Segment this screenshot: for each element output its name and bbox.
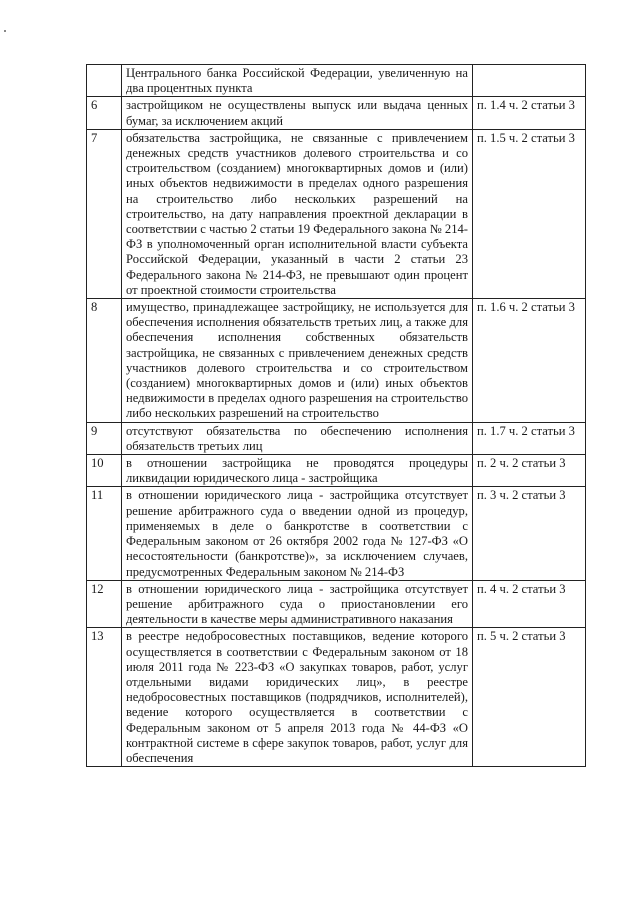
row-number: 9 [87,422,122,454]
row-text: Центрального банка Российской Федерации, увеличенную на два процентных пункта [122,65,473,97]
table-row [87,487,586,580]
row-reference: п. 1.5 ч. 2 статьи 3 [473,129,586,298]
row-reference: п. 4 ч. 2 статьи 3 [473,580,586,628]
row-number: 11 [87,487,122,580]
table-row [87,65,586,97]
row-text: застройщиком не осуществлены выпуск или выдача ценных бумаг, за исключением акций [122,97,473,129]
row-reference: п. 1.4 ч. 2 статьи 3 [473,97,586,129]
table-row [87,422,586,454]
row-reference: п. 1.7 ч. 2 статьи 3 [473,422,586,454]
table-row [87,455,586,487]
row-number: 8 [87,299,122,423]
table-row [87,580,586,628]
row-text: в отношении юридического лица - застройщика отсутствует решение арбитражного суда о введении одной из процедур, применяемых в деле о банкротстве в соответствии с Федеральным законом от 26 октября 2002 года № 127-ФЗ «О несостоятельности (банкротстве)», за исключением случаев, предусмотренных Федеральным законом № 214-ФЗ [122,487,473,580]
table-row [87,129,586,298]
row-reference: п. 1.6 ч. 2 статьи 3 [473,299,586,423]
row-number: 7 [87,129,122,298]
row-reference: п. 5 ч. 2 статьи 3 [473,628,586,767]
row-text: в реестре недобросовестных поставщиков, ведение которого осуществляется в соответствии с Федеральным законом от 18 июля 2011 года № 223-ФЗ «О закупках товаров, работ, услуг отдельными видами юридических лиц», в реестре недобросовестных поставщиков (подрядчиков, исполнителей), ведение которого осуществляется в соответствии с Федеральным законом от 5 апреля 2013 года № 44-ФЗ «О контрактной системе в сфере закупок товаров, работ, услуг для обеспечения [122,628,473,767]
row-number [87,65,122,97]
scan-speck [4,30,6,32]
row-text: отсутствуют обязательства по обеспечению исполнения обязательств третьих лиц [122,422,473,454]
table-row [87,299,586,423]
row-number: 13 [87,628,122,767]
row-text: в отношении юридического лица - застройщика отсутствует решение арбитражного суда о приостановлении его деятельности в качестве меры административного наказания [122,580,473,628]
row-reference: п. 2 ч. 2 статьи 3 [473,455,586,487]
table-row [87,628,586,767]
row-text: в отношении застройщика не проводятся процедуры ликвидации юридического лица - застройщика [122,455,473,487]
row-reference: п. 3 ч. 2 статьи 3 [473,487,586,580]
table-row [87,97,586,129]
row-number: 10 [87,455,122,487]
row-reference [473,65,586,97]
row-text: обязательства застройщика, не связанные с привлечением денежных средств участников долевого строительства и со строительством (созданием) многоквартирных домов и (или) иных объектов недвижимости в пределах одного разрешения на строительство либо нескольких разрешений на строительство, на дату направления проектной декларации в соответствии с частью 2 статьи 19 Федерального закона № 214-ФЗ в уполномоченный орган исполнительной власти субъекта Российской Федерации, указанный в части 2 статьи 23 Федерального закона № 214-ФЗ, не превышают один процент от проектной стоимости строительства [122,129,473,298]
row-number: 6 [87,97,122,129]
row-text: имущество, принадлежащее застройщику, не используется для обеспечения исполнения обязательств третьих лиц, а также для обеспечения исполнения собственных обязательств застройщика, не связанных с привлечением денежных средств участников долевого строительства и со строительством (созданием) многоквартирных домов и (или) иных объектов недвижимости в пределах одного разрешения на строительство либо нескольких разрешений на строительство [122,299,473,423]
requirements-table [86,64,586,767]
row-number: 12 [87,580,122,628]
